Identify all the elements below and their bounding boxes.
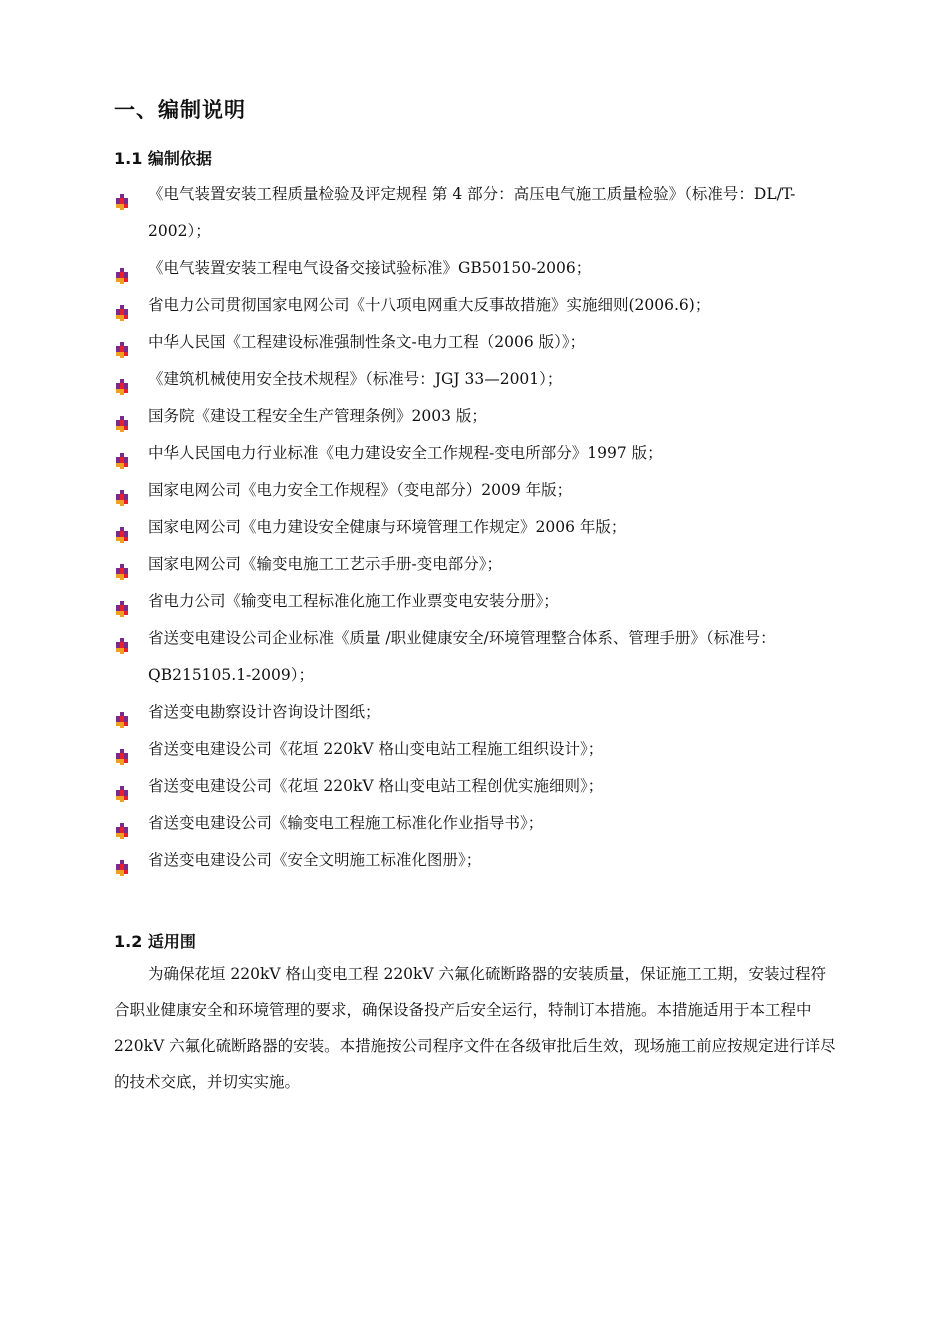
reference-item [114, 176, 844, 250]
reference-item [114, 546, 844, 583]
multicolor-bullet-icon [114, 557, 130, 573]
reference-item-text: 省送变电建设公司《花垣 220kV 格山变电站工程创优实施细则》； [148, 777, 604, 795]
reference-item [114, 620, 844, 694]
reference-item-text: 中华人民国电力行业标准《电力建设安全工作规程-变电所部分》1997 版； [148, 444, 663, 462]
multicolor-bullet-icon [114, 594, 130, 610]
reference-item [114, 694, 844, 731]
reference-item-text: 国家电网公司《电力安全工作规程》（变电部分）2009 年版； [148, 481, 573, 499]
reference-item-text: 省电力公司《输变电工程标准化施工作业票变电安装分册》； [148, 592, 559, 610]
multicolor-bullet-icon [114, 779, 130, 795]
reference-item-text: 《建筑机械使用安全技术规程》（标准号：JGJ 33—2001）； [148, 370, 563, 388]
reference-item [114, 805, 844, 842]
reference-item-text: 省送变电建设公司企业标准《质量 /职业健康安全/环境管理整合体系、管理手册》（标准号：QB215105.1-2009）； [148, 629, 776, 684]
reference-item-text: 国家电网公司《电力建设安全健康与环境管理工作规定》2006 年版； [148, 518, 627, 536]
reference-item-text: 《电气装置安装工程质量检验及评定规程 第 4 部分：高压电气施工质量检验》（标准号：DL/T-2002）； [148, 185, 796, 240]
reference-item-text: 省送变电勘察设计咨询设计图纸； [148, 703, 381, 721]
reference-item-text: 《电气装置安装工程电气设备交接试验标准》GB50150-2006； [148, 259, 592, 277]
multicolor-bullet-icon [114, 261, 130, 277]
reference-item [114, 250, 844, 287]
multicolor-bullet-icon [114, 409, 130, 425]
multicolor-bullet-icon [114, 705, 130, 721]
section-1-1-title: 1.1 编制依据 [114, 149, 212, 168]
section-1-2-title: 1.2 适用围 [114, 932, 196, 951]
reference-item-text: 国务院《建设工程安全生产管理条例》2003 版； [148, 407, 487, 425]
multicolor-bullet-icon [114, 335, 130, 351]
multicolor-bullet-icon [114, 631, 130, 647]
reference-item [114, 361, 844, 398]
reference-item-text: 中华人民国《工程建设标准强制性条文-电力工程（2006 版）》； [148, 333, 586, 351]
multicolor-bullet-icon [114, 520, 130, 536]
reference-item [114, 583, 844, 620]
reference-item-text: 省送变电建设公司《安全文明施工标准化图册》； [148, 851, 482, 869]
multicolor-bullet-icon [114, 298, 130, 314]
scope-paragraph: 为确保花垣 220kV 格山变电工程 220kV 六氟化硫断路器的安装质量，保证施工工期，安装过程符合职业健康安全和环境管理的要求，确保设备投产后安全运行，特制订本措施。本措施适用于本工程中 220kV 六氟化硫断路器的安装。本措施按公司程序文件在各级审批后生效，现场施工前应按规定进行详尽的技术交底，并切实实施。 [114, 965, 836, 1091]
reference-item [114, 509, 844, 546]
reference-item-text: 省送变电建设公司《输变电工程施工标准化作业指导书》； [148, 814, 544, 832]
reference-item-text: 省电力公司贯彻国家电网公司《十八项电网重大反事故措施》实施细则(2006.6)； [148, 296, 711, 314]
multicolor-bullet-icon [114, 446, 130, 462]
reference-item-text: 省送变电建设公司《花垣 220kV 格山变电站工程施工组织设计》； [148, 740, 604, 758]
reference-item-text: 国家电网公司《输变电施工工艺示手册-变电部分》； [148, 555, 502, 573]
reference-item [114, 472, 844, 509]
reference-item [114, 435, 844, 472]
multicolor-bullet-icon [114, 483, 130, 499]
reference-item [114, 731, 844, 768]
reference-item [114, 398, 844, 435]
reference-item [114, 287, 844, 324]
multicolor-bullet-icon [114, 853, 130, 869]
reference-item [114, 324, 844, 361]
multicolor-bullet-icon [114, 187, 130, 203]
chapter-heading: 一、编制说明 [114, 98, 246, 122]
multicolor-bullet-icon [114, 742, 130, 758]
multicolor-bullet-icon [114, 372, 130, 388]
multicolor-bullet-icon [114, 816, 130, 832]
reference-item [114, 842, 844, 879]
reference-list [114, 176, 844, 879]
reference-item [114, 768, 844, 805]
